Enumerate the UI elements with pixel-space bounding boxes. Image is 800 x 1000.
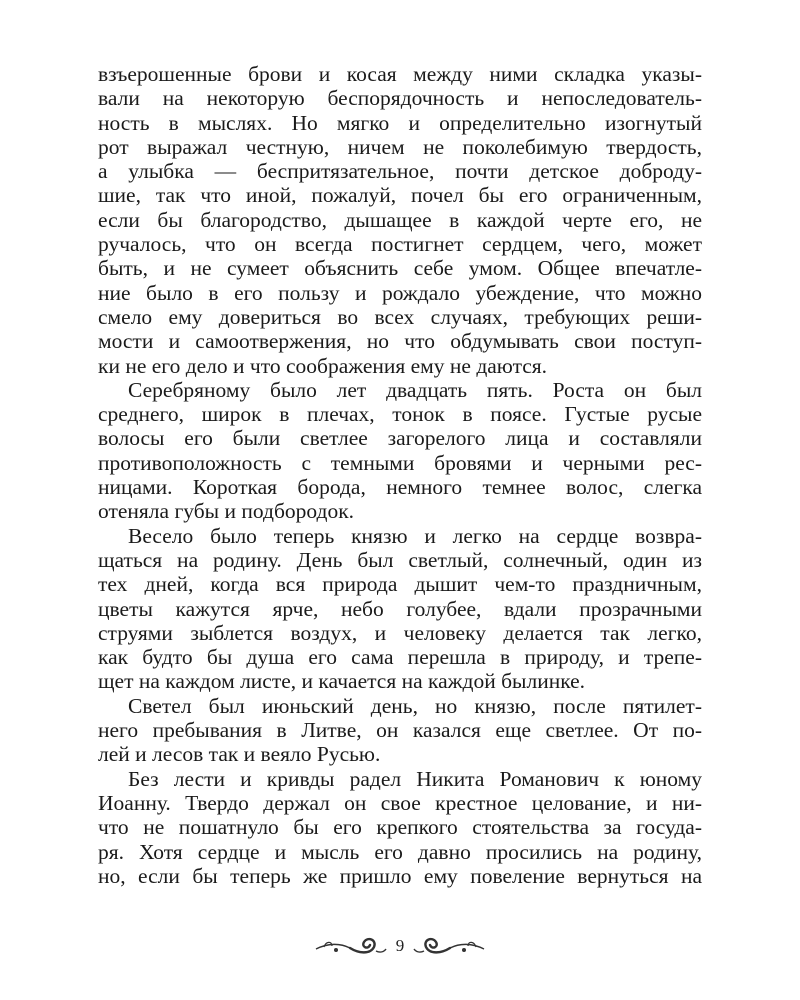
text-line: Весело было теперь князю и легко на сердце возвра- [128,523,702,548]
text-line: Серебряному было лет двадцать пять. Роста он был [128,377,702,402]
text-line: ние было в его пользу и рождало убеждение, что можно [98,280,702,305]
text-line: тех дней, когда вся природа дышит чем-то праздничным, [98,572,702,597]
text-line: как будто бы душа его сама перешла в природу, и трепе- [98,645,702,670]
page-number: 9 [395,936,405,955]
text-line: щет на каждом листе, и качается на каждой былинке. [98,669,586,694]
text-line: быть, и не сумеет объяснить себе умом. Общее впечатле- [98,256,702,281]
page-footer [0,928,800,964]
text-line: лей и лесов так и веяло Русью. [98,742,381,767]
text-line: струями зыблется воздух, и человеку делается так легко, [98,620,702,645]
text-line: смело ему довериться во всех случаях, требующих реши- [98,304,702,329]
book-page-text [98,62,702,888]
text-line: вали на некоторую беспорядочность и непоследователь- [98,86,702,111]
text-line: ки не его дело и что соображения ему не даются. [98,353,548,378]
text-line: но, если бы теперь же пришло ему повеление вернуться на [98,863,702,888]
text-line: взъерошенные брови и косая между ними складка указы- [98,62,702,86]
text-line: ницами. Короткая борода, немного темнее волос, слегка [98,475,702,500]
text-line: ность в мыслях. Но мягко и определительно изогнутый [98,110,702,135]
text-line: Светел был июньский день, но князю, после пятилет- [128,693,702,718]
text-line: рот выражал честную, ничем не поколебимую твердость, [98,134,702,159]
text-line: ручалось, что он всегда постигнет сердцем, чего, может [98,232,702,257]
text-line: цветы кажутся ярче, небо голубее, вдали прозрачными [98,596,702,621]
text-line: шие, так что иной, пожалуй, почел бы его ограниченным, [98,183,702,208]
flourish-right-icon [412,931,486,961]
text-line: волосы его были светлее загорелого лица и составляли [98,426,702,451]
text-line: а улыбка — беспритязательное, почти детское доброду- [98,159,702,184]
text-line: Без лести и кривды радел Никита Романович к юному [128,766,702,791]
flourish-left-icon [314,931,388,961]
text-line: ря. Хотя сердце и мысль его давно просились на родину, [98,839,702,864]
text-line: что не пошатнуло бы его крепкого стоятельства за госуда- [98,815,702,840]
text-line: щаться на родину. День был светлый, солнечный, один из [98,547,702,572]
text-line: среднего, широк в плечах, тонок в поясе. Густые русые [98,402,702,427]
text-line: отеняла губы и подбородок. [98,499,355,524]
text-line: него пребывания в Литве, он казался еще светлее. От по- [98,718,702,743]
text-line: Иоанну. Твердо держал он свое крестное целование, и ни- [98,790,702,815]
text-line: противоположность с темными бровями и черными рес- [98,450,702,475]
text-line: если бы благородство, дышащее в каждой черте его, не [98,207,702,232]
text-line: мости и самоотвержения, но что обдумывать свои поступ- [98,329,702,354]
